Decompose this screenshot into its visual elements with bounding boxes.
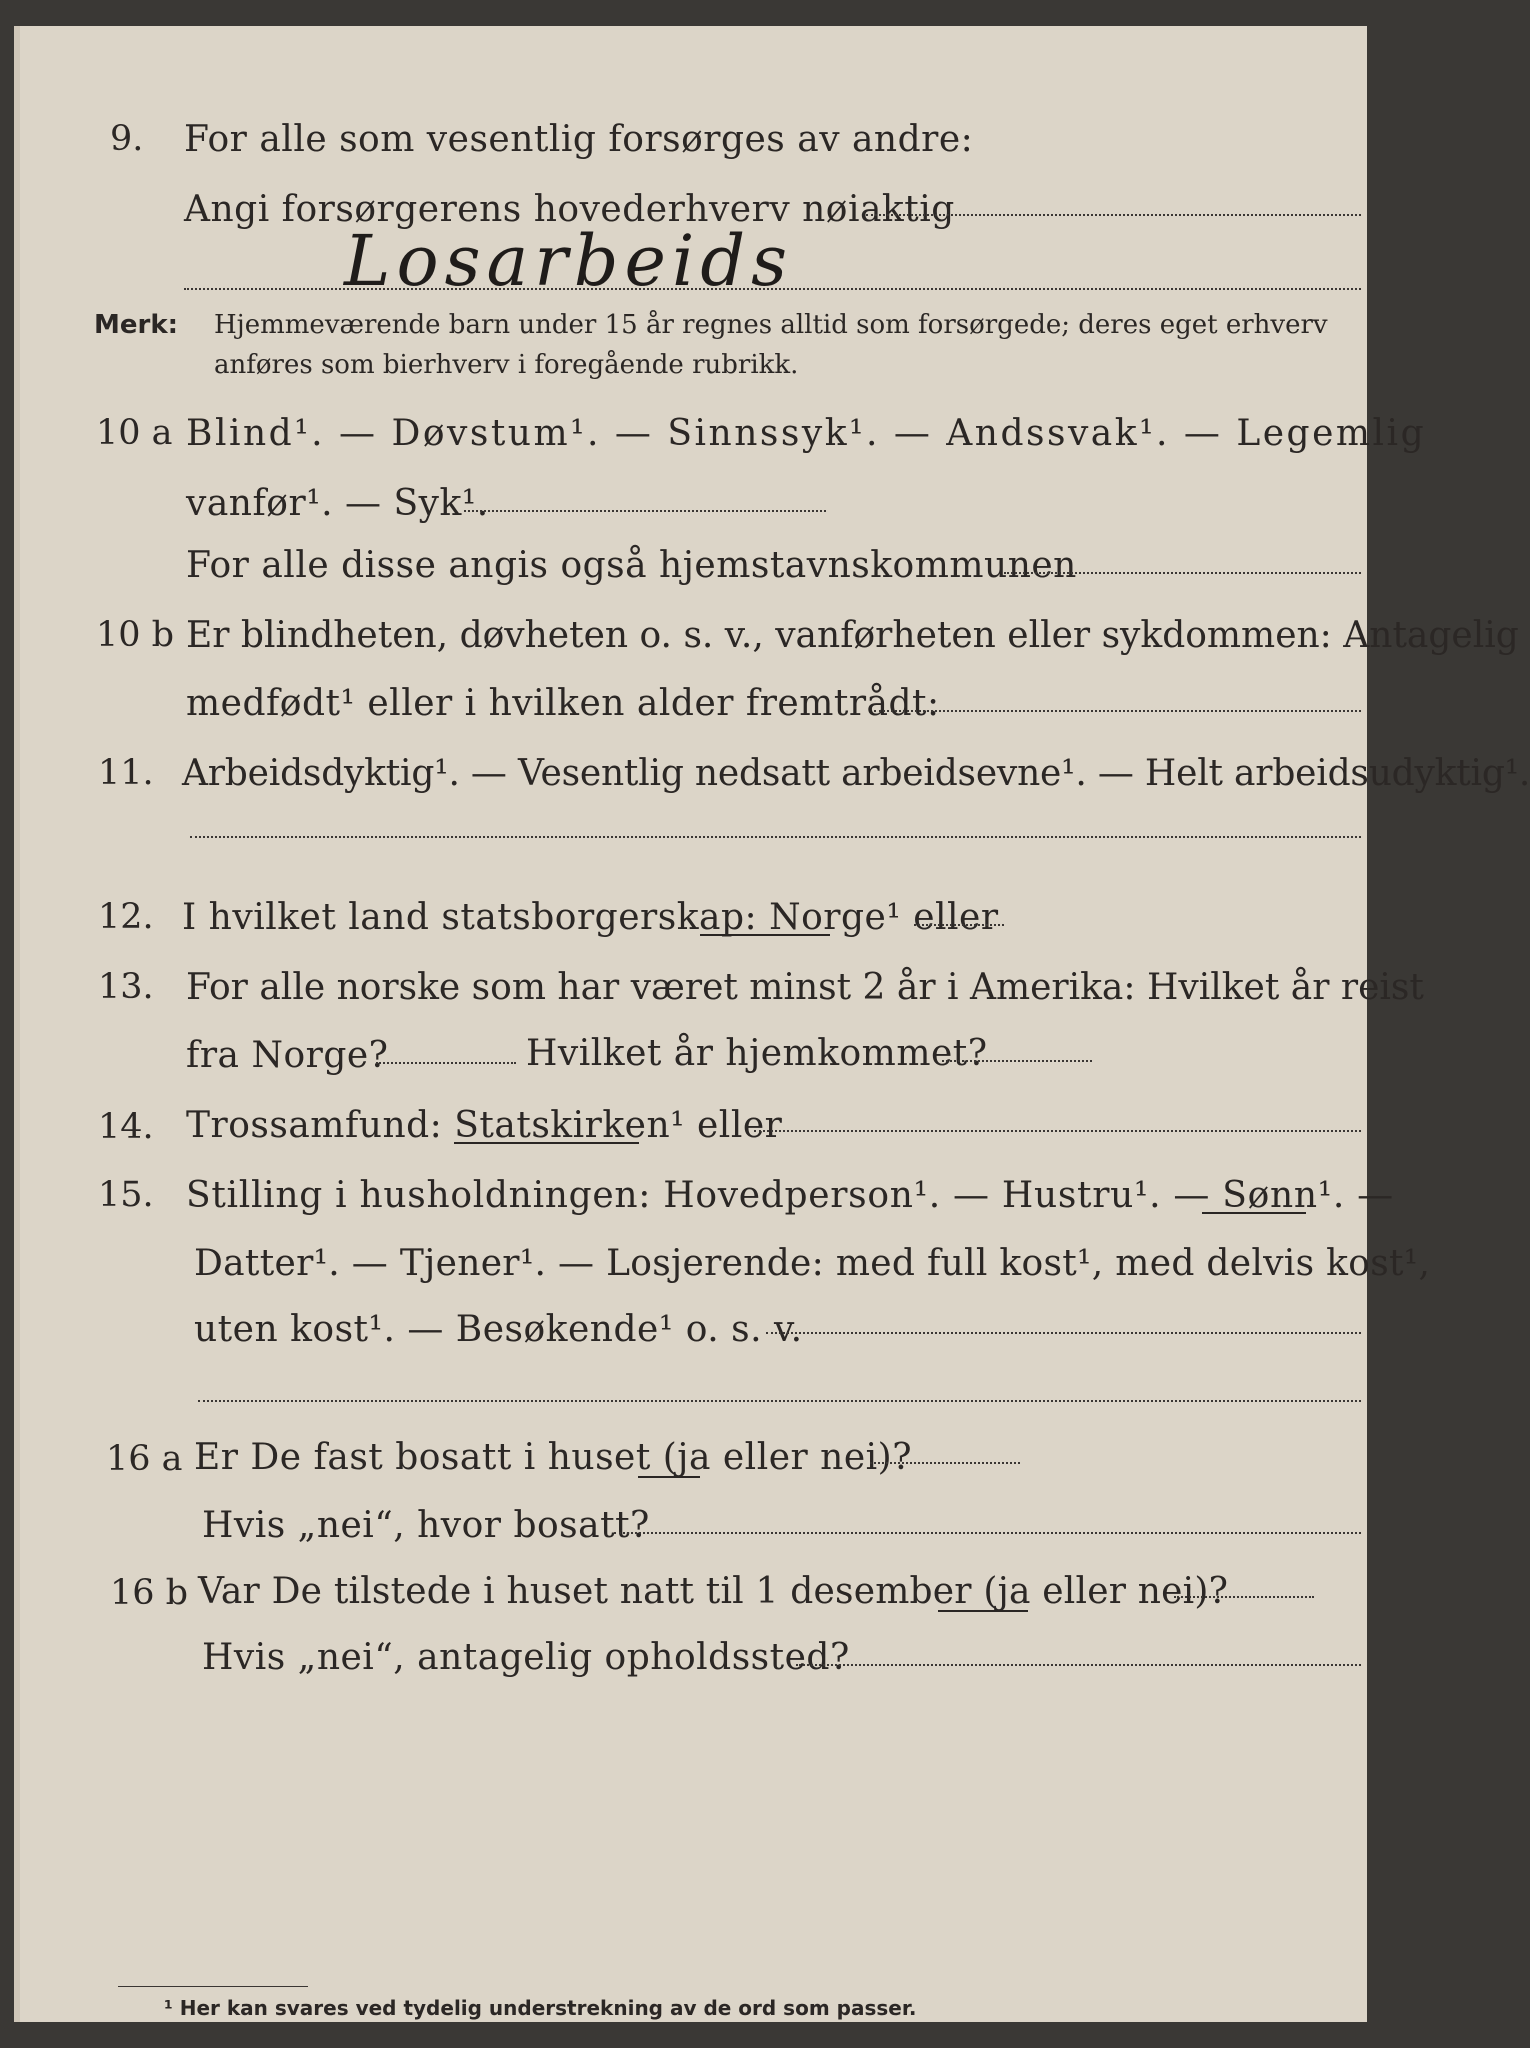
- q9-prompt: Angi forsørgerens hovederhverv nøiaktig: [184, 189, 955, 230]
- q16b-line2-dotted-line: [796, 1664, 1361, 1666]
- q12-dotted-line: [914, 924, 1004, 926]
- q16a-number: 16 a: [106, 1439, 183, 1479]
- q15-number: 15.: [98, 1175, 154, 1215]
- q9-number: 9.: [110, 119, 144, 159]
- merk-line2: anføres som bierhverv i foregående rubrikk.: [214, 350, 799, 380]
- q15-answer-dotted-line: [198, 1400, 1361, 1402]
- q11-answer-dotted-line: [190, 836, 1361, 838]
- q10a-line2: vanfør¹. — Syk¹.: [186, 483, 489, 524]
- q16b-line1: Var De tilstede i huset natt til 1 desember (ja eller nei)?: [198, 1571, 1229, 1612]
- q9-title: For alle som vesentlig forsørges av andre:: [184, 119, 974, 160]
- q16a-line2-dotted-line: [614, 1532, 1361, 1534]
- q15-line1: Stilling i husholdningen: Hovedperson¹. — Hustru¹. — Sønn¹. —: [186, 1175, 1394, 1216]
- q16b-line2: Hvis „nei“, antagelig opholdssted?: [202, 1637, 850, 1678]
- q10a-line3: For alle disse angis også hjemstavnskommunen: [186, 545, 1077, 586]
- q13-line2b: Hvilket år hjemkommet?: [526, 1033, 988, 1074]
- q11-line1: Arbeidsdyktig¹. — Vesentlig nedsatt arbeidsevne¹. — Helt arbeidsudyktig¹.: [182, 753, 1530, 794]
- q14-number: 14.: [98, 1107, 154, 1147]
- q10a-line1: Blind¹. — Døvstum¹. — Sinnssyk¹. — Andssvak¹. — Legemlig: [186, 413, 1427, 454]
- q14-dotted-line: [754, 1130, 1361, 1132]
- q10b-number: 10 b: [96, 615, 175, 655]
- q15-line3: uten kost¹. — Besøkende¹ o. s. v.: [194, 1309, 803, 1350]
- q16b-line1-dotted-line: [1174, 1596, 1314, 1598]
- q16a-line1: Er De fast bosatt i huset (ja eller nei)?: [194, 1437, 913, 1478]
- q16a-line1-dotted-line: [870, 1462, 1020, 1464]
- footnote-text: ¹ Her kan svares ved tydelig understrekning av de ord som passer.: [164, 1996, 917, 2020]
- q12-line1: I hvilket land statsborgerskap: Norge¹ eller: [182, 897, 999, 938]
- q10b-line2: medfødt¹ eller i hvilken alder fremtrådt:: [186, 683, 940, 724]
- q10a-line3-dotted-line: [1004, 572, 1361, 574]
- q9-answer-dotted-line: [184, 288, 1361, 290]
- q10a-line2-dotted-line: [464, 510, 826, 512]
- q16b-number: 16 b: [110, 1573, 189, 1613]
- q13-line2a: fra Norge?: [186, 1035, 389, 1076]
- census-form-page: [14, 26, 1530, 2022]
- q16a-ja-underline: [638, 1476, 700, 1478]
- q13-line1: For alle norske som har været minst 2 år i Amerika: Hvilket år reist: [186, 967, 1424, 1008]
- footnote-rule: [118, 1986, 308, 1987]
- q9-handwritten-answer: Losarbeids: [344, 220, 794, 302]
- q10a-number: 10 a: [96, 413, 173, 453]
- q14-line1: Trossamfund: Statskirken¹ eller: [186, 1105, 783, 1146]
- q15-line2: Datter¹. — Tjener¹. — Losjerende: med full kost¹, med delvis kost¹,: [194, 1243, 1431, 1284]
- q16a-line2: Hvis „nei“, hvor bosatt?: [202, 1505, 650, 1546]
- q11-number: 11.: [98, 753, 154, 793]
- q12-number: 12.: [98, 897, 154, 937]
- q12-norge-underline: [700, 934, 830, 936]
- merk-label: Merk:: [94, 310, 179, 340]
- q14-statskirken-underline: [454, 1142, 639, 1144]
- q10b-line1: Er blindheten, døvheten o. s. v., vanførheten eller sykdommen: Antagelig: [186, 615, 1519, 656]
- paper-edge: [14, 26, 20, 2022]
- q9-prompt-dotted-line: [866, 214, 1361, 216]
- q15-sonn-underline: [1202, 1212, 1306, 1214]
- q10b-line2-dotted-line: [874, 710, 1361, 712]
- merk-line1: Hjemmeværende barn under 15 år regnes alltid som forsørgede; deres eget erhverv: [214, 310, 1328, 340]
- q13-number: 13.: [98, 967, 154, 1007]
- q16b-ja-underline: [938, 1610, 1028, 1612]
- q13-reist-dotted-line: [376, 1062, 516, 1064]
- q13-hjemkommet-dotted-line: [942, 1060, 1092, 1062]
- q15-line3-dotted-line: [766, 1332, 1361, 1334]
